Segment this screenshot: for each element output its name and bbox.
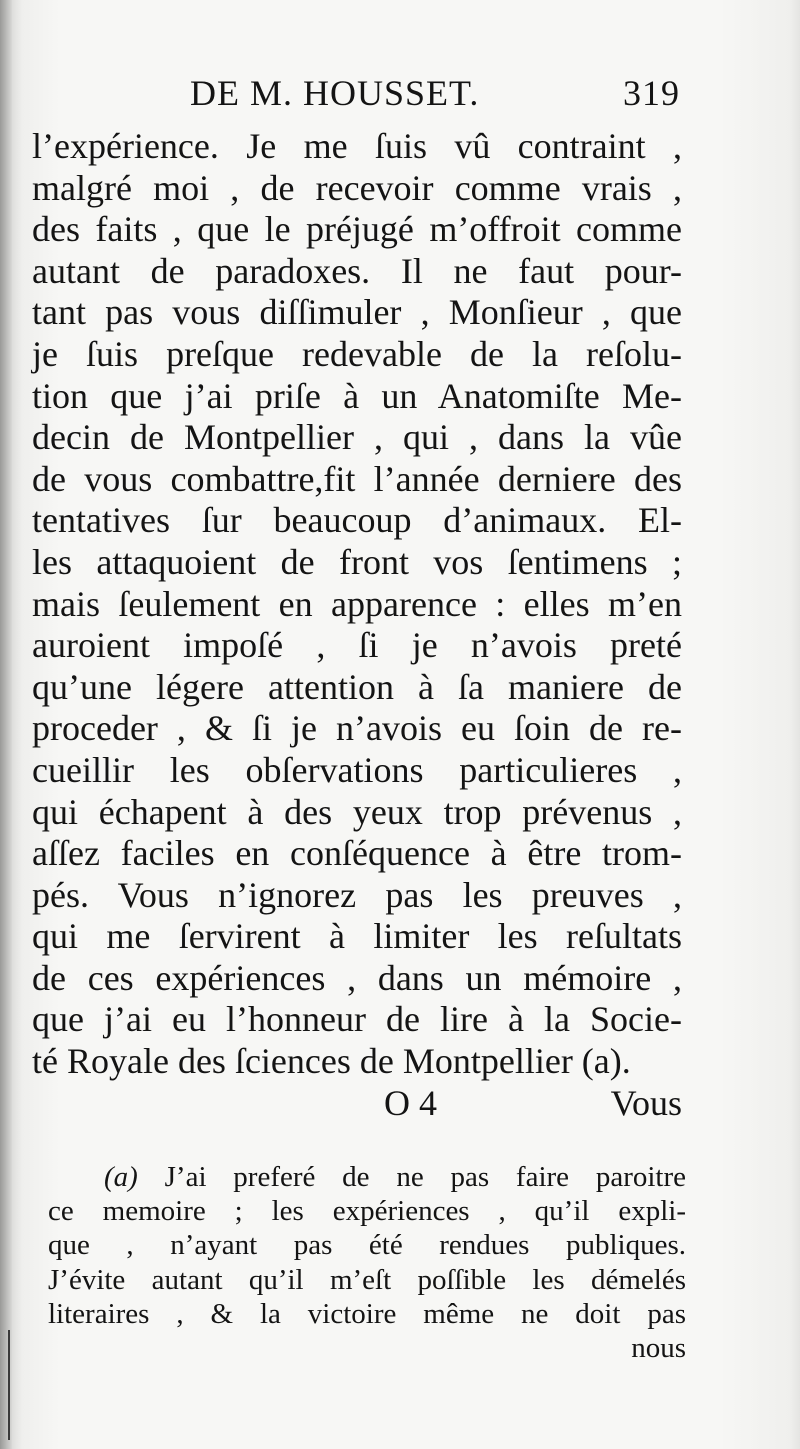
body-line: tant pas vous diſſimuler , Monſieur , que xyxy=(32,292,682,333)
body-line: de vous combattre,fit l’année derniere des xyxy=(32,458,682,499)
running-head-title: DE M. HOUSSET. xyxy=(190,73,480,113)
body-line: auroient impoſé , ſi je n’avois preté xyxy=(32,625,682,666)
body-line: tion que j’ai priſe à un Anatomiſte Me- xyxy=(32,375,682,416)
page-spine-shadow xyxy=(0,0,12,1449)
body-line: malgré moi , de recevoir comme vrais , xyxy=(32,167,682,208)
body-line: tentatives ſur beaucoup d’animaux. El- xyxy=(32,500,682,541)
body-line: l’expérience. Je me ſuis vû contraint , xyxy=(32,126,682,166)
body-line: mais ſeulement en apparence : elles m’en xyxy=(32,583,682,624)
footnote xyxy=(48,1160,686,1365)
body-line: qui me ſervirent à limiter les reſultats xyxy=(32,916,682,957)
body-line: les attaquoient de front vos ſentimens ; xyxy=(32,541,682,582)
footnote-line-text: J’ai preferé de ne pas faire paroitre xyxy=(164,1161,686,1193)
catch-line xyxy=(32,1082,682,1124)
body-line: de ces expériences , dans un mémoire , xyxy=(32,957,682,998)
body-line: je ſuis preſque redevable de la reſolu- xyxy=(32,333,682,374)
page-number: 319 xyxy=(623,73,680,113)
body-line: que j’ai eu l’honneur de lire à la Socie- xyxy=(32,999,682,1040)
body-line: decin de Montpellier , qui , dans la vûe xyxy=(32,417,682,458)
body-line: autant de paradoxes. Il ne faut pour- xyxy=(32,250,682,291)
footnote-line: J’évite autant qu’il m’eſt poſſible les démelés xyxy=(48,1263,686,1296)
body-line: té Royale des ſciences de Montpellier (a). xyxy=(32,1041,631,1082)
running-head xyxy=(190,72,680,122)
footnote-line: que , n’ayant pas été rendues publiques. xyxy=(48,1229,686,1262)
footnote-line: ce memoire ; les expériences , qu’il expli- xyxy=(48,1195,686,1228)
page-edge-mark xyxy=(8,1330,10,1440)
footnote-line: nous xyxy=(631,1331,686,1364)
footnote-marker: (a) xyxy=(104,1161,138,1193)
footnote-line xyxy=(48,1160,686,1194)
body-line: des faits , que le préjugé m’offroit comme xyxy=(32,209,682,250)
body-line: qui échapent à des yeux trop prévenus , xyxy=(32,791,682,832)
footnote-line: literaires , & la victoire même ne doit pas xyxy=(48,1297,686,1330)
body-line: proceder , & ſi je n’avois eu ſoin de re- xyxy=(32,708,682,749)
body-line: pés. Vous n’ignorez pas les preuves , xyxy=(32,874,682,915)
body-line: cueillir les obſervations particulieres , xyxy=(32,749,682,790)
signature-mark: O 4 xyxy=(384,1083,437,1123)
body-text xyxy=(32,126,682,1083)
catchword: Vous xyxy=(610,1083,682,1123)
body-line: aſſez faciles en conſéquence à être trom- xyxy=(32,833,682,874)
body-line: qu’une légere attention à ſa maniere de xyxy=(32,666,682,707)
